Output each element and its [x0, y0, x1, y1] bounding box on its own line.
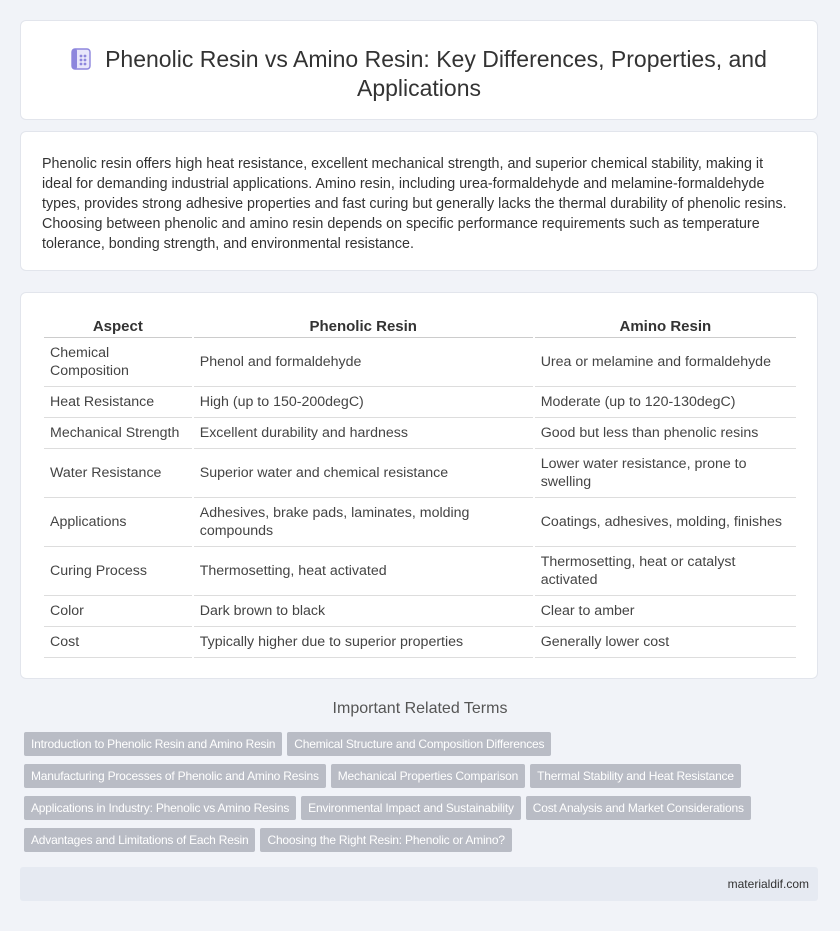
cell-phenolic: Superior water and chemical resistance — [194, 449, 533, 498]
related-term-tag[interactable]: Thermal Stability and Heat Resistance — [530, 764, 741, 788]
table-header-row — [44, 316, 796, 338]
cell-phenolic: Adhesives, brake pads, laminates, molding compounds — [194, 498, 533, 547]
footer-site-link[interactable]: materialdif.com — [727, 877, 809, 891]
related-term-tag[interactable]: Environmental Impact and Sustainability — [301, 796, 521, 820]
related-term-tag[interactable]: Choosing the Right Resin: Phenolic or Amino? — [260, 828, 511, 852]
cell-phenolic: Phenol and formaldehyde — [194, 338, 533, 387]
cell-phenolic: Dark brown to black — [194, 596, 533, 627]
related-term-tag[interactable]: Applications in Industry: Phenolic vs Amino Resins — [24, 796, 296, 820]
cell-amino: Lower water resistance, prone to swelling — [535, 449, 796, 498]
summary-text: Phenolic resin offers high heat resistance, excellent mechanical strength, and superior chemical stability, making it ideal for demanding industrial applications. Amino resin, including urea-formaldehyde and melamine-formaldehyde types, provides strong adhesive properties and fast curing but generally lacks the thermal durability of phenolic resins. Choosing between phenolic and amino resin depends on specific performance requirements such as temperature tolerance, bonding strength, and environmental resistance. — [42, 156, 787, 252]
comparison-table — [42, 316, 798, 658]
related-term-tag[interactable]: Chemical Structure and Composition Differences — [287, 732, 551, 756]
table-row — [44, 418, 796, 449]
cell-aspect: Chemical Composition — [44, 338, 192, 387]
cell-phenolic: Typically higher due to superior properties — [194, 627, 533, 658]
page-title — [21, 45, 817, 103]
cell-aspect: Applications — [44, 498, 192, 547]
cell-aspect: Curing Process — [44, 547, 192, 596]
table-row — [44, 498, 796, 547]
cell-amino: Urea or melamine and formaldehyde — [535, 338, 796, 387]
header-phenolic: Phenolic Resin — [194, 316, 533, 338]
cell-amino: Thermosetting, heat or catalyst activated — [535, 547, 796, 596]
cell-amino: Moderate (up to 120-130degC) — [535, 387, 796, 418]
header-aspect: Aspect — [44, 316, 192, 338]
cell-aspect: Mechanical Strength — [44, 418, 192, 449]
page-title-text: Phenolic Resin vs Amino Resin: Key Differences, Properties, and Applications — [105, 46, 767, 101]
cell-aspect: Cost — [44, 627, 192, 658]
table-row — [44, 338, 796, 387]
cell-amino: Generally lower cost — [535, 627, 796, 658]
related-term-tag[interactable]: Mechanical Properties Comparison — [331, 764, 525, 788]
summary-card — [20, 131, 818, 271]
table-row — [44, 596, 796, 627]
related-term-tag[interactable]: Cost Analysis and Market Considerations — [526, 796, 751, 820]
table-row — [44, 627, 796, 658]
cell-aspect: Heat Resistance — [44, 387, 192, 418]
related-term-tag[interactable]: Introduction to Phenolic Resin and Amino Resin — [24, 732, 282, 756]
footer — [20, 867, 818, 901]
cell-phenolic: Thermosetting, heat activated — [194, 547, 533, 596]
cell-phenolic: Excellent durability and hardness — [194, 418, 533, 449]
header-amino: Amino Resin — [535, 316, 796, 338]
cell-aspect: Color — [44, 596, 192, 627]
related-term-tag[interactable]: Manufacturing Processes of Phenolic and Amino Resins — [24, 764, 326, 788]
book-icon — [71, 48, 91, 70]
cell-phenolic: High (up to 150-200degC) — [194, 387, 533, 418]
table-row — [44, 387, 796, 418]
related-terms-list — [24, 732, 814, 860]
table-row — [44, 547, 796, 596]
cell-amino: Good but less than phenolic resins — [535, 418, 796, 449]
table-row — [44, 449, 796, 498]
cell-aspect: Water Resistance — [44, 449, 192, 498]
comparison-table-card — [20, 292, 818, 679]
title-card — [20, 20, 818, 120]
cell-amino: Clear to amber — [535, 596, 796, 627]
related-term-tag[interactable]: Advantages and Limitations of Each Resin — [24, 828, 255, 852]
cell-amino: Coatings, adhesives, molding, finishes — [535, 498, 796, 547]
related-terms-title: Important Related Terms — [332, 700, 508, 717]
